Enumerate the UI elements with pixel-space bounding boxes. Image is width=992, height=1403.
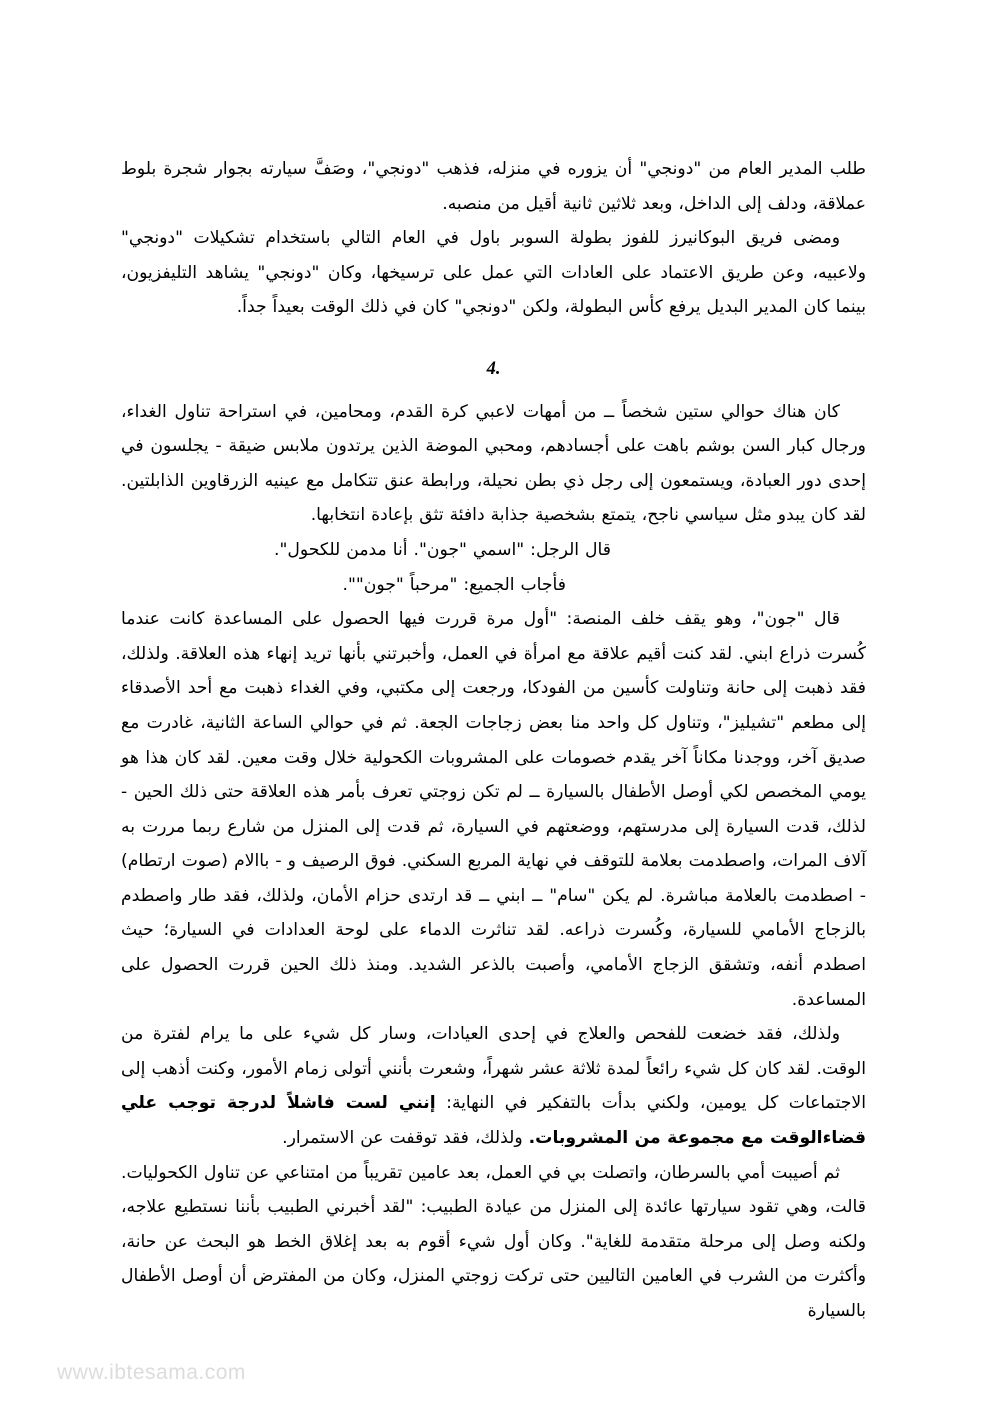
section-number-heading: 4. bbox=[486, 358, 501, 379]
paragraph-5-recovery bbox=[121, 1017, 866, 1155]
paragraph-5-text-after-bold: ولذلك، فقد توقفت عن الاستمرار. bbox=[282, 1128, 529, 1149]
paragraph-1: طلب المدير العام من "دونجي" أن يزوره في منزله، فذهب "دونجي"، وصَفَّ سيارته بجوار شجرة بلوط عملاقة، ودلف إلى الداخل، وبعد ثلاثين ثانية أقيل من منصبه. bbox=[121, 159, 866, 214]
heading-spacer-above bbox=[121, 325, 866, 352]
paragraph-5-text-before-bold: ولذلك، فقد خضعت للفحص والعلاج في إحدى العيادات، وسار كل شيء على ما يرام لفترة من الوقت. لقد كان كل شيء رائعاً لمدة ثلاثة عشر شهراً، وشعرت بأنني أتولى زمام الأمور، وكنت أذهب إلى الاجتماعات كل يومين، ولكني بدأت بالتفكير في النهاية: bbox=[121, 1024, 866, 1114]
paragraph-2: ومضى فريق البوكانيرز للفوز بطولة السوبر باول في العام التالي باستخدام تشكيلات "دونجي" ولاعبيه، وعن طريق الاعتماد على العادات التي عمل على ترسيخها، وكان "دونجي" يشاهد التليفزيون، بينما كان المدير البديل يرفع كأس البطولة، ولكن "دونجي" كان في ذلك الوقت بعيداً جداً. bbox=[121, 228, 866, 318]
emphasized-statement: إنني لست فاشلاً لدرجة توجب علي قضاءالوقت مع مجموعة من المشروبات. bbox=[121, 1093, 866, 1149]
paragraph-4-testimony: قال "جون"، وهو يقف خلف المنصة: "أول مرة قررت فيها الحصول على المساعدة كانت عندما كُسرت ذراع ابني. لقد كنت أقيم علاقة مع امرأة في العمل، وأخبرتني بأنها تريد إنهاء هذه العلاقة. ولذلك، فقد ذهبت إلى حانة وتناولت كأسين من الفودكا، ورجعت إلى مكتبي، وفي الغداء ذهبت مع أحد الأصدقاء إلى مطعم "تشيليز"، وتناول كل واحد منا بعض زجاجات الجعة. ثم في حوالي الساعة الثانية، غادرت مع صديق آخر، ووجدنا مكاناً آخر يقدم خصومات على المشروبات الكحولية خلال وقت معين. لقد كان هذا هو يومي المخصص لكي أوصل الأطفال بالسيارة ــ لم تكن زوجتي تعرف بأمر هذه العلاقة حتى ذلك الحين - لذلك، قدت السيارة إلى مدرستهم، ووضعتهم في السيارة، ثم قدت إلى المنزل من شارع ربما مررت به آلاف المرات، واصطدمت بعلامة للتوقف في نهاية المربع السكني. فوق الرصيف و - باالام (صوت ارتطام) - اصطدمت بالعلامة مباشرة. لم يكن "سام" ــ ابني ــ قد ارتدى حزام الأمان، ولذلك، فقد طار واصطدم بالزجاج الأمامي للسيارة، وكُسرت ذراعه. لقد تناثرت الدماء على لوحة العدادات في السيارة؛ حيث اصطدم أنفه، وتشقق الزجاج الأمامي، وأصبت بالذعر الشديد. ومنذ ذلك الحين قررت الحصول على المساعدة. bbox=[121, 609, 866, 1010]
page-body bbox=[121, 152, 866, 1329]
paragraph-3: كان هناك حوالي ستين شخصاً ــ من أمهات لاعبي كرة القدم، ومحامين، في استراحة تناول الغداء، ورجال كبار السن بوشم باهت على أجسادهم، ومحبي الموضة الذين يرتدون ملابس ضيقة - يجلسون في إحدى دور العبادة، ويستمعون إلى رجل ذي بطن نحيلة، ورابطة عنق تتكامل مع عينيه الزرقاوين الذابلتين. لقد كان يبدو مثل سياسي ناجح، يتمتع بشخصية جذابة دافئة تثق بإعادة انتخابها. bbox=[121, 401, 866, 526]
paragraph-6-relapse: ثم أصيبت أمي بالسرطان، واتصلت بي في العمل، بعد عامين تقريباً من امتناعي عن تناول الكحوليات. قالت، وهي تقود سيارتها عائدة إلى المنزل من عيادة الطبيب: "لقد أخبرني الطبيب بأننا نستطيع علاجه، ولكنه وصل إلى مرحلة متقدمة للغاية". وكان أول شيء أقوم به بعد إغلاق الخط هو البحث عن حانة، وأكثرت من الشرب في العامين التاليين حتى تركت زوجتي المنزل، وكان من المفترض أن أوصل الأطفال بالسيارة bbox=[121, 1162, 866, 1321]
dialogue-line-1: قال الرجل: "اسمي "جون". أنا مدمن للكحول". bbox=[274, 539, 611, 560]
site-watermark: www.ibtesama.com bbox=[57, 1361, 246, 1384]
heading-spacer-below bbox=[121, 387, 866, 395]
dialogue-line-2: فأجاب الجميع: "مرحباً "جون"". bbox=[342, 574, 566, 595]
